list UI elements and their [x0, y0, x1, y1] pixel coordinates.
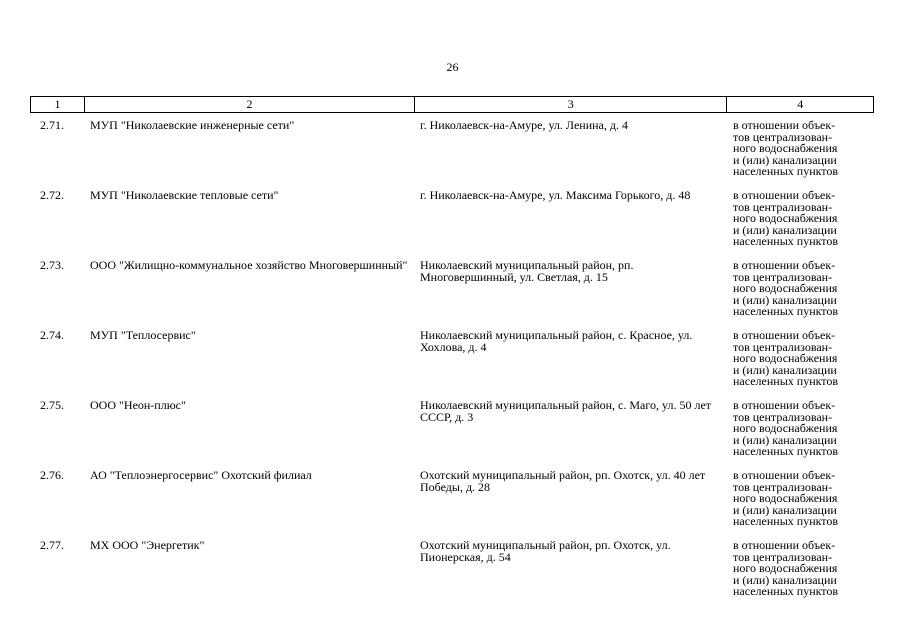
service-scope-line: тов централизован-	[733, 129, 833, 144]
row-number: 2.76.	[40, 468, 64, 482]
row-number: 2.75.	[40, 398, 64, 412]
table-row	[30, 190, 874, 260]
service-scope-line: ного водоснабжения	[733, 421, 838, 436]
service-scope-line: в отношении объек-	[733, 328, 836, 342]
service-scope-line: в отношении объек-	[733, 538, 836, 552]
service-scope-line: и (или) канализации	[733, 432, 837, 447]
service-scope	[728, 470, 874, 540]
organization-address: г. Николаевск-на-Амуре, ул. Ленина, д. 4	[420, 118, 628, 132]
organization-address: Николаевский муниципальный район, рп. Многовершинный, ул. Светлая, д. 15	[420, 258, 634, 284]
service-scope-line: тов централизован-	[733, 199, 833, 214]
organization-name: АО "Теплоэнергосервис" Охотский филиал	[90, 468, 312, 482]
service-scope-line: и (или) канализации	[733, 222, 837, 237]
page-number: 26	[446, 60, 459, 74]
table-row	[30, 400, 874, 470]
row-number: 2.77.	[40, 538, 64, 552]
service-scope	[728, 400, 874, 470]
organization-name: ООО "Неон-плюс"	[90, 398, 186, 412]
service-scope-line: тов централизован-	[733, 479, 833, 494]
service-scope-line: ного водоснабжения	[733, 561, 838, 576]
header-col-1: 1	[31, 97, 85, 112]
organization-address: г. Николаевск-на-Амуре, ул. Максима Горького, д. 48	[420, 188, 691, 202]
row-number: 2.72.	[40, 188, 64, 202]
service-scope-line: ного водоснабжения	[733, 351, 838, 366]
service-scope-line: и (или) канализации	[733, 152, 837, 167]
service-scope-line: населенных пунктов	[733, 514, 839, 529]
service-scope-line: населенных пунктов	[733, 234, 839, 249]
service-scope-line: в отношении объек-	[733, 118, 836, 132]
table-row	[30, 260, 874, 330]
table-body	[30, 120, 874, 610]
service-scope-line: и (или) канализации	[733, 572, 837, 587]
service-scope	[728, 260, 874, 330]
table-row	[30, 540, 874, 610]
service-scope-line: тов централизован-	[733, 549, 833, 564]
service-scope	[728, 120, 874, 190]
header-col-2: 2	[85, 97, 415, 112]
service-scope-line: тов централизован-	[733, 409, 833, 424]
service-scope	[728, 330, 874, 400]
organization-name: ООО "Жилищно-коммунальное хозяйство Многовершинный"	[90, 258, 408, 272]
service-scope-line: и (или) канализации	[733, 362, 837, 377]
organization-name: МХ ООО "Энергетик"	[90, 538, 205, 552]
table-header	[30, 96, 874, 113]
service-scope-line: населенных пунктов	[733, 164, 839, 179]
organization-address: Николаевский муниципальный район, с. Красное, ул. Хохлова, д. 4	[420, 328, 693, 354]
service-scope-line: и (или) канализации	[733, 292, 837, 307]
service-scope-line: и (или) канализации	[733, 502, 837, 517]
row-number: 2.71.	[40, 118, 64, 132]
organization-name: МУП "Теплосервис"	[90, 328, 196, 342]
service-scope	[728, 190, 874, 260]
service-scope	[728, 540, 874, 610]
table-row	[30, 470, 874, 540]
organization-name: МУП "Николаевские инженерные сети"	[90, 118, 295, 132]
header-col-4: 4	[797, 97, 804, 111]
service-scope-line: тов централизован-	[733, 339, 833, 354]
table-row	[30, 330, 874, 400]
service-scope-line: тов централизован-	[733, 269, 833, 284]
header-col-3: 3	[415, 97, 727, 112]
service-scope-line: ного водоснабжения	[733, 491, 838, 506]
service-scope-line: населенных пунктов	[733, 444, 839, 459]
organization-address: Охотский муниципальный район, рп. Охотск, ул. Пионерская, д. 54	[420, 538, 671, 564]
service-scope-line: в отношении объек-	[733, 468, 836, 482]
service-scope-line: ного водоснабжения	[733, 281, 838, 296]
service-scope-line: в отношении объек-	[733, 258, 836, 272]
service-scope-line: ного водоснабжения	[733, 211, 838, 226]
service-scope-line: населенных пунктов	[733, 584, 839, 599]
organization-address: Охотский муниципальный район, рп. Охотск, ул. 40 лет Победы, д. 28	[420, 468, 706, 494]
service-scope-line: населенных пунктов	[733, 304, 839, 319]
service-scope-line: населенных пунктов	[733, 374, 839, 389]
organization-address: Николаевский муниципальный район, с. Маго, ул. 50 лет СССР, д. 3	[420, 398, 712, 424]
service-scope-line: ного водоснабжения	[733, 141, 838, 156]
service-scope-line: в отношении объек-	[733, 398, 836, 412]
row-number: 2.73.	[40, 258, 64, 272]
organization-name: МУП "Николаевские тепловые сети"	[90, 188, 279, 202]
table-row	[30, 120, 874, 190]
row-number: 2.74.	[40, 328, 64, 342]
service-scope-line: в отношении объек-	[733, 188, 836, 202]
